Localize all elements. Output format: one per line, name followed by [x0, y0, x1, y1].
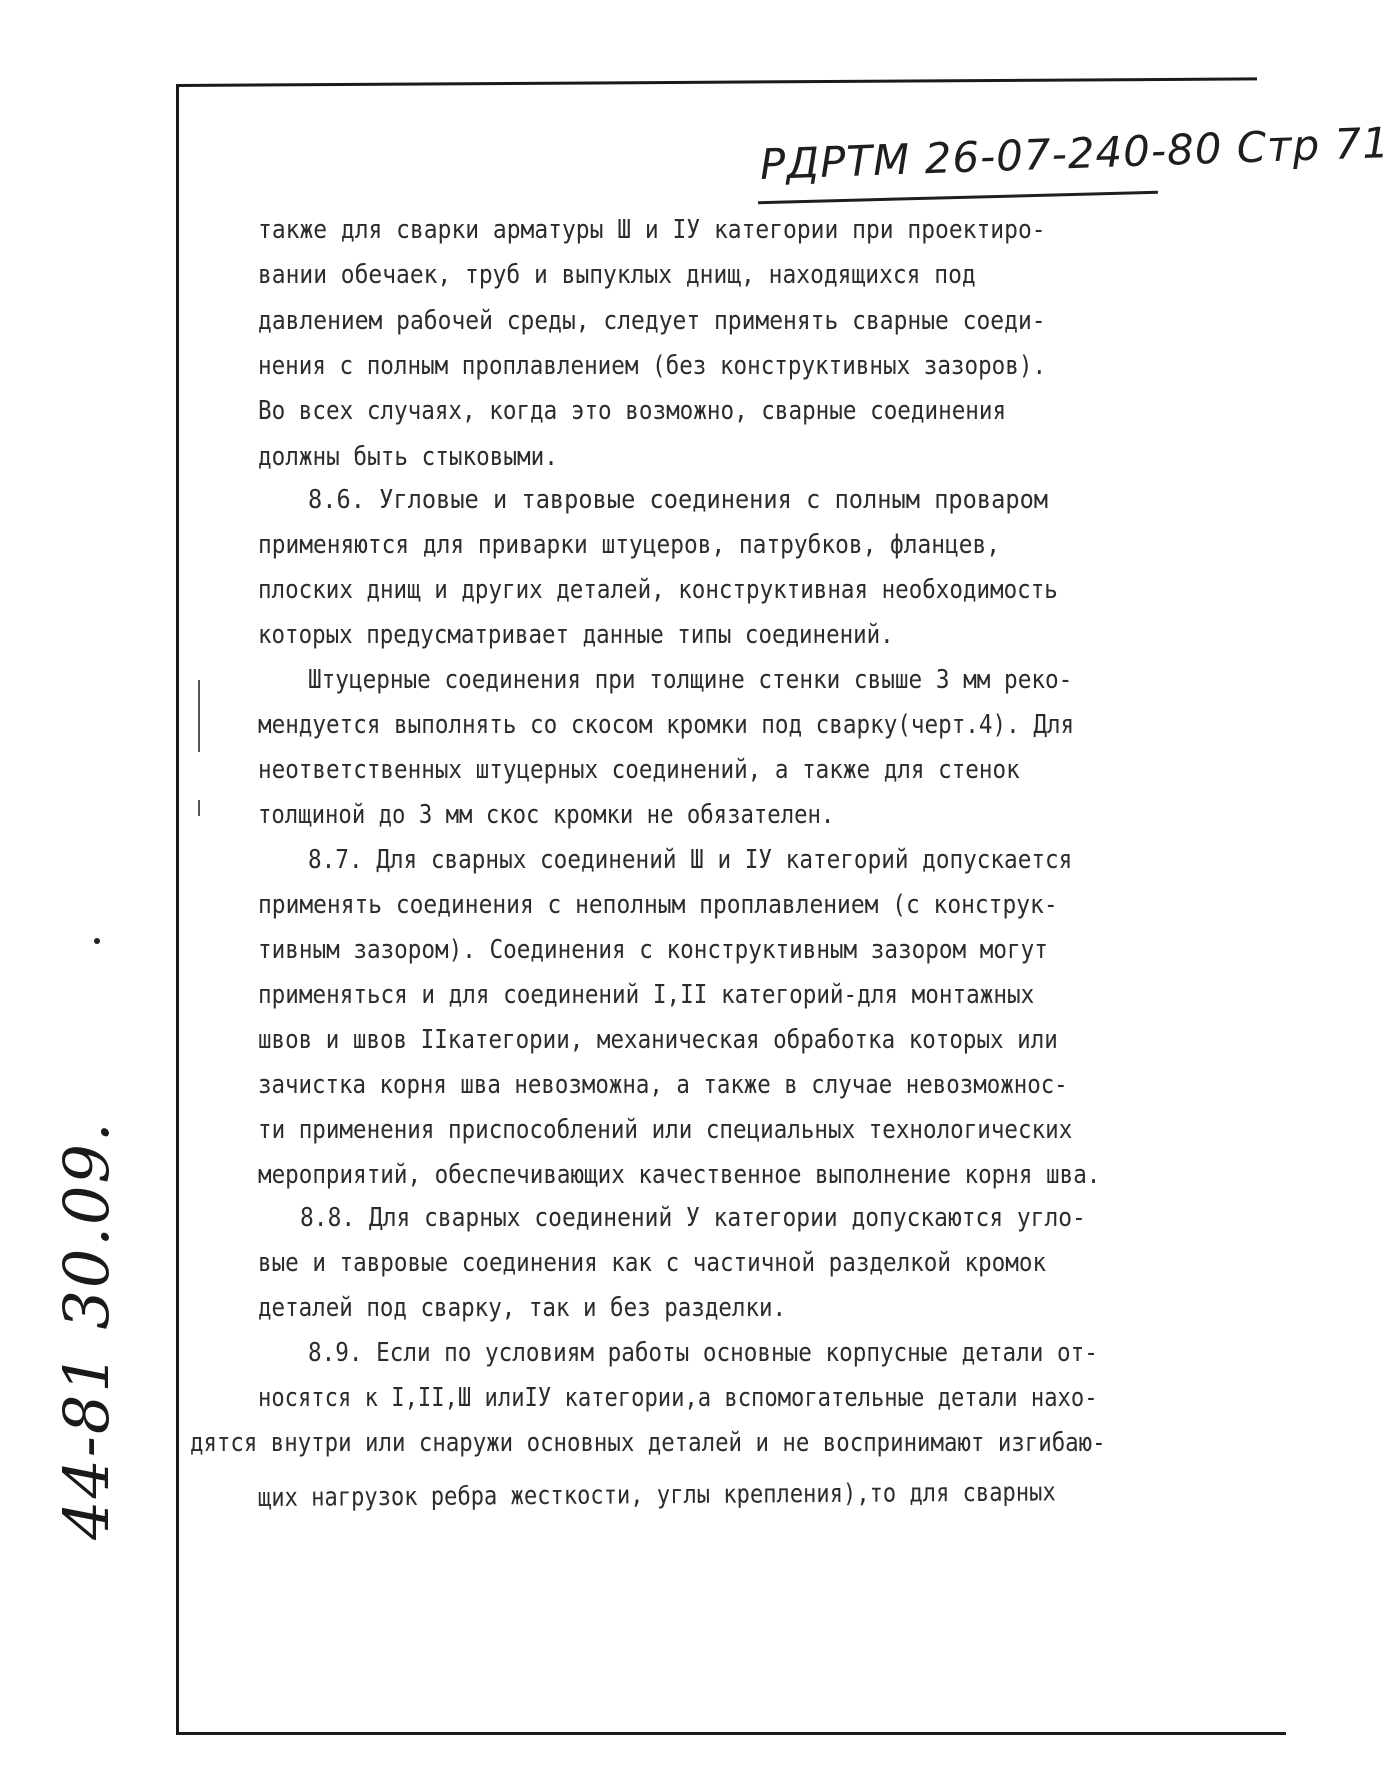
frame-left-border [176, 84, 179, 1734]
body-line: также для сварки арматуры Ш и IУ категории при проектиро- [258, 215, 1046, 245]
body-line: которых предусматривает данные типы соединений. [258, 620, 894, 650]
body-line: нения с полным проплавлением (без конструктивных зазоров). [258, 351, 1047, 381]
margin-handwritten-note: 44-81 30.09. [50, 1120, 123, 1540]
frame-bottom-border [176, 1732, 1286, 1735]
body-line: Штуцерные соединения при толщине стенки свыше 3 мм реко- [308, 665, 1073, 695]
margin-mark [198, 680, 200, 752]
margin-mark [198, 800, 200, 816]
body-line: деталей под сварку, так и без разделки. [258, 1293, 787, 1323]
body-line: плоских днищ и других деталей, конструктивная необходимость [258, 575, 1058, 605]
body-line: зачистка корня шва невозможна, а также в случае невозможнос- [258, 1070, 1068, 1100]
body-line: мендуется выполнять со скосом кромки под сварку(черт.4). Для [258, 710, 1075, 740]
body-line: применять соединения с неполным проплавлением (с конструк- [258, 890, 1058, 920]
document-code: РДРТМ 26-07-240-80 Стр 71 [759, 118, 1391, 189]
body-line: Во всех случаях, когда это возможно, сварные соединения [258, 396, 1007, 426]
body-line: швов и швов IIкатегории, механическая обработка которых или [258, 1025, 1058, 1055]
body-line: 8.7. Для сварных соединений Ш и IУ категорий допускается [308, 845, 1073, 875]
body-line: применяются для приварки штуцеров, патрубков, фланцев, [258, 530, 1000, 560]
body-line: тивным зазором). Соединения с конструктивным зазором могут [258, 935, 1048, 965]
body-line: толщиной до 3 мм скос кромки не обязателен. [258, 800, 835, 830]
body-line: носятся к I,II,Ш илиIУ категории,а вспомогательные детали нахо- [258, 1383, 1098, 1413]
body-line: 8.8. Для сварных соединений У категории допускаются угло- [300, 1203, 1086, 1233]
body-line: 8.9. Если по условиям работы основные корпусные детали от- [308, 1338, 1098, 1368]
body-line: 8.6. Угловые и тавровые соединения с полным проваром [308, 485, 1049, 515]
body-line: давлением рабочей среды, следует применять сварные соеди- [258, 306, 1046, 336]
scan-speck [94, 938, 100, 944]
frame-top-border [176, 77, 1257, 87]
body-line: применяться и для соединений I,II категорий-для монтажных [258, 980, 1035, 1010]
body-line: ти применения приспособлений или специальных технологических [258, 1115, 1073, 1145]
body-line: щих нагрузок ребра жесткости, углы крепления),то для сварных [257, 1477, 1056, 1513]
body-line: мероприятий, обеспечивающих качественное выполнение корня шва. [258, 1160, 1101, 1190]
body-line: должны быть стыковыми. [258, 442, 558, 472]
body-line: вании обечаек, труб и выпуклых днищ, находящихся под [258, 260, 976, 290]
body-line: вые и тавровые соединения как с частичной разделкой кромок [258, 1248, 1047, 1278]
body-line: неответственных штуцерных соединений, а также для стенок [258, 755, 1020, 785]
document-code-underline [758, 191, 1158, 204]
body-line: дятся внутри или снаружи основных деталей и не воспринимают изгибаю- [190, 1428, 1106, 1458]
